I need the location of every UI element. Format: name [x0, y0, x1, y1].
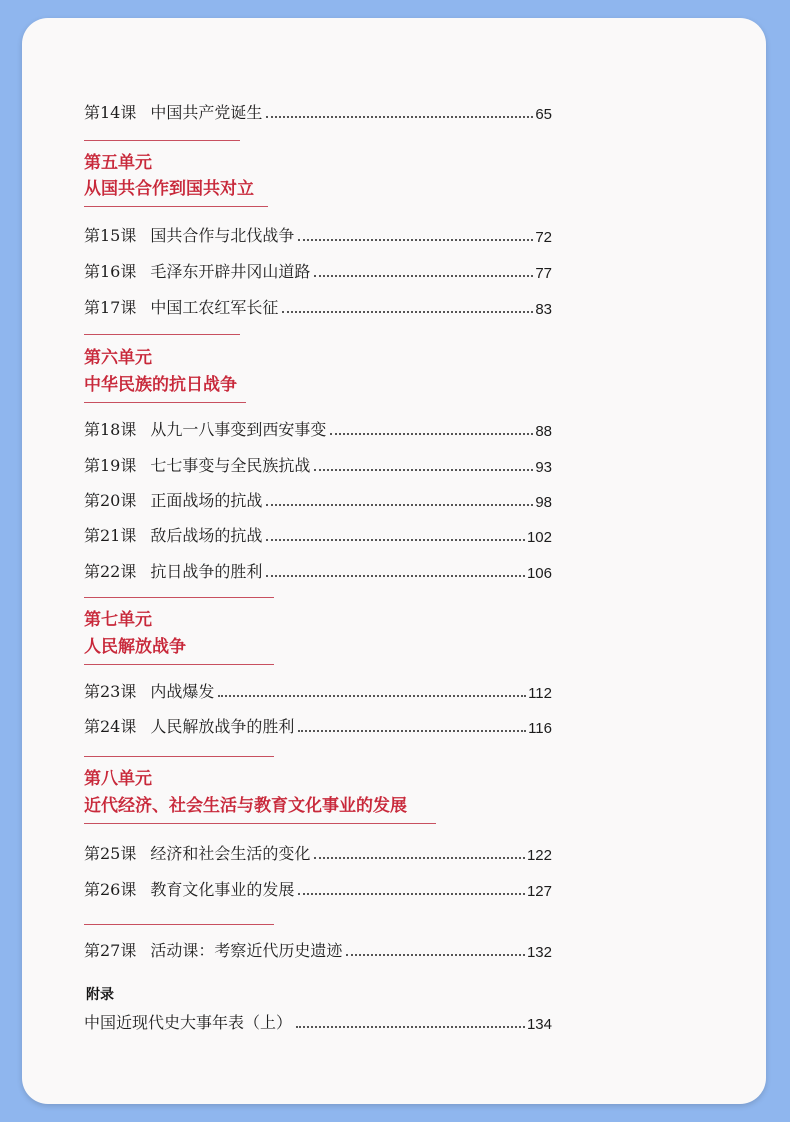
page-number: 102	[526, 529, 552, 546]
dot-leader	[266, 575, 525, 577]
toc-entry[interactable]	[84, 485, 552, 511]
lesson-title: 七七事变与全民族抗战	[150, 456, 311, 475]
dot-leader	[266, 116, 533, 118]
lesson-title: 人民解放战争的胜利	[150, 717, 295, 736]
dot-leader	[266, 539, 525, 541]
page-number: 112	[528, 685, 552, 702]
lesson-number: 第26课	[84, 880, 137, 899]
toc-entry[interactable]	[84, 711, 552, 737]
lesson-title: 经济和社会生活的变化	[150, 844, 311, 863]
lesson-number: 第16课	[84, 262, 137, 281]
unit-label: 第七单元	[84, 610, 152, 630]
dot-leader	[266, 504, 533, 506]
lesson-number: 第24课	[84, 717, 137, 736]
lesson-title: 活动课：考察近代历史遗迹	[150, 941, 343, 960]
dot-leader	[296, 1026, 525, 1028]
toc-entry[interactable]	[84, 220, 552, 246]
page-number: 132	[526, 944, 552, 961]
toc-entry[interactable]	[84, 450, 552, 476]
page-number: 93	[535, 459, 552, 476]
unit-label: 第八单元	[84, 769, 152, 789]
page-number: 83	[535, 301, 552, 318]
toc-entry[interactable]	[84, 838, 552, 864]
lesson-title: 内战爆发	[150, 682, 215, 701]
page-number: 98	[535, 494, 552, 511]
unit-title: 近代经济、社会生活与教育文化事业的发展	[84, 796, 407, 816]
divider	[84, 664, 274, 665]
toc-entry[interactable]	[84, 935, 552, 961]
page-number: 116	[528, 720, 552, 737]
lesson-number: 第15课	[84, 226, 137, 245]
toc-entry[interactable]	[84, 676, 552, 702]
unit-label: 第六单元	[84, 348, 152, 368]
divider	[84, 823, 436, 824]
toc-entry[interactable]	[84, 1007, 552, 1033]
lesson-number: 第19课	[84, 456, 137, 475]
page-number: 122	[526, 847, 552, 864]
lesson-title: 中国共产党诞生	[150, 103, 263, 122]
lesson-number: 第22课	[84, 562, 137, 581]
lesson-number: 第23课	[84, 682, 137, 701]
toc-entry[interactable]	[84, 97, 552, 123]
dot-leader	[314, 275, 533, 277]
lesson-number: 第14课	[84, 103, 137, 122]
page-number: 72	[535, 229, 552, 246]
divider	[84, 206, 268, 207]
divider	[84, 140, 240, 141]
lesson-number: 第27课	[84, 941, 137, 960]
toc-entry[interactable]	[84, 520, 552, 546]
unit-title: 从国共合作到国共对立	[84, 179, 254, 199]
page-number: 134	[526, 1016, 552, 1033]
dot-leader	[330, 433, 533, 435]
toc-entry[interactable]	[84, 556, 552, 582]
dot-leader	[314, 469, 533, 471]
unit-title: 人民解放战争	[84, 637, 186, 657]
dot-leader	[298, 730, 526, 732]
lesson-title: 从九一八事变到西安事变	[150, 420, 327, 439]
dot-leader	[346, 954, 525, 956]
unit-title: 中华民族的抗日战争	[84, 375, 237, 395]
dot-leader	[282, 311, 533, 313]
lesson-number: 第20课	[84, 491, 137, 510]
toc-entry[interactable]	[84, 292, 552, 318]
lesson-number: 第25课	[84, 844, 137, 863]
page-number: 77	[535, 265, 552, 282]
dot-leader	[298, 239, 533, 241]
lesson-title: 毛泽东开辟井冈山道路	[150, 262, 311, 281]
lesson-title: 教育文化事业的发展	[150, 880, 295, 899]
page-number: 106	[526, 565, 552, 582]
lesson-title: 敌后战场的抗战	[150, 526, 263, 545]
page-number: 65	[535, 106, 552, 123]
toc-entry[interactable]	[84, 414, 552, 440]
divider	[84, 597, 274, 598]
dot-leader	[298, 893, 525, 895]
lesson-number: 第18课	[84, 420, 137, 439]
dot-leader	[314, 857, 525, 859]
unit-label: 第五单元	[84, 153, 152, 173]
lesson-title: 正面战场的抗战	[150, 491, 263, 510]
lesson-title: 中国工农红军长征	[150, 298, 279, 317]
appendix-title: 中国近现代史大事年表（上）	[84, 1013, 293, 1032]
toc-entry[interactable]	[84, 256, 552, 282]
lesson-number: 第17课	[84, 298, 137, 317]
lesson-number: 第21课	[84, 526, 137, 545]
divider	[84, 924, 274, 925]
divider	[84, 334, 240, 335]
divider	[84, 402, 246, 403]
lesson-title: 国共合作与北伐战争	[150, 226, 295, 245]
divider	[84, 756, 274, 757]
page-number: 88	[535, 423, 552, 440]
appendix-heading: 附录	[86, 987, 114, 1003]
lesson-title: 抗日战争的胜利	[150, 562, 263, 581]
dot-leader	[218, 695, 526, 697]
page-number: 127	[526, 883, 552, 900]
toc-entry[interactable]	[84, 874, 552, 900]
